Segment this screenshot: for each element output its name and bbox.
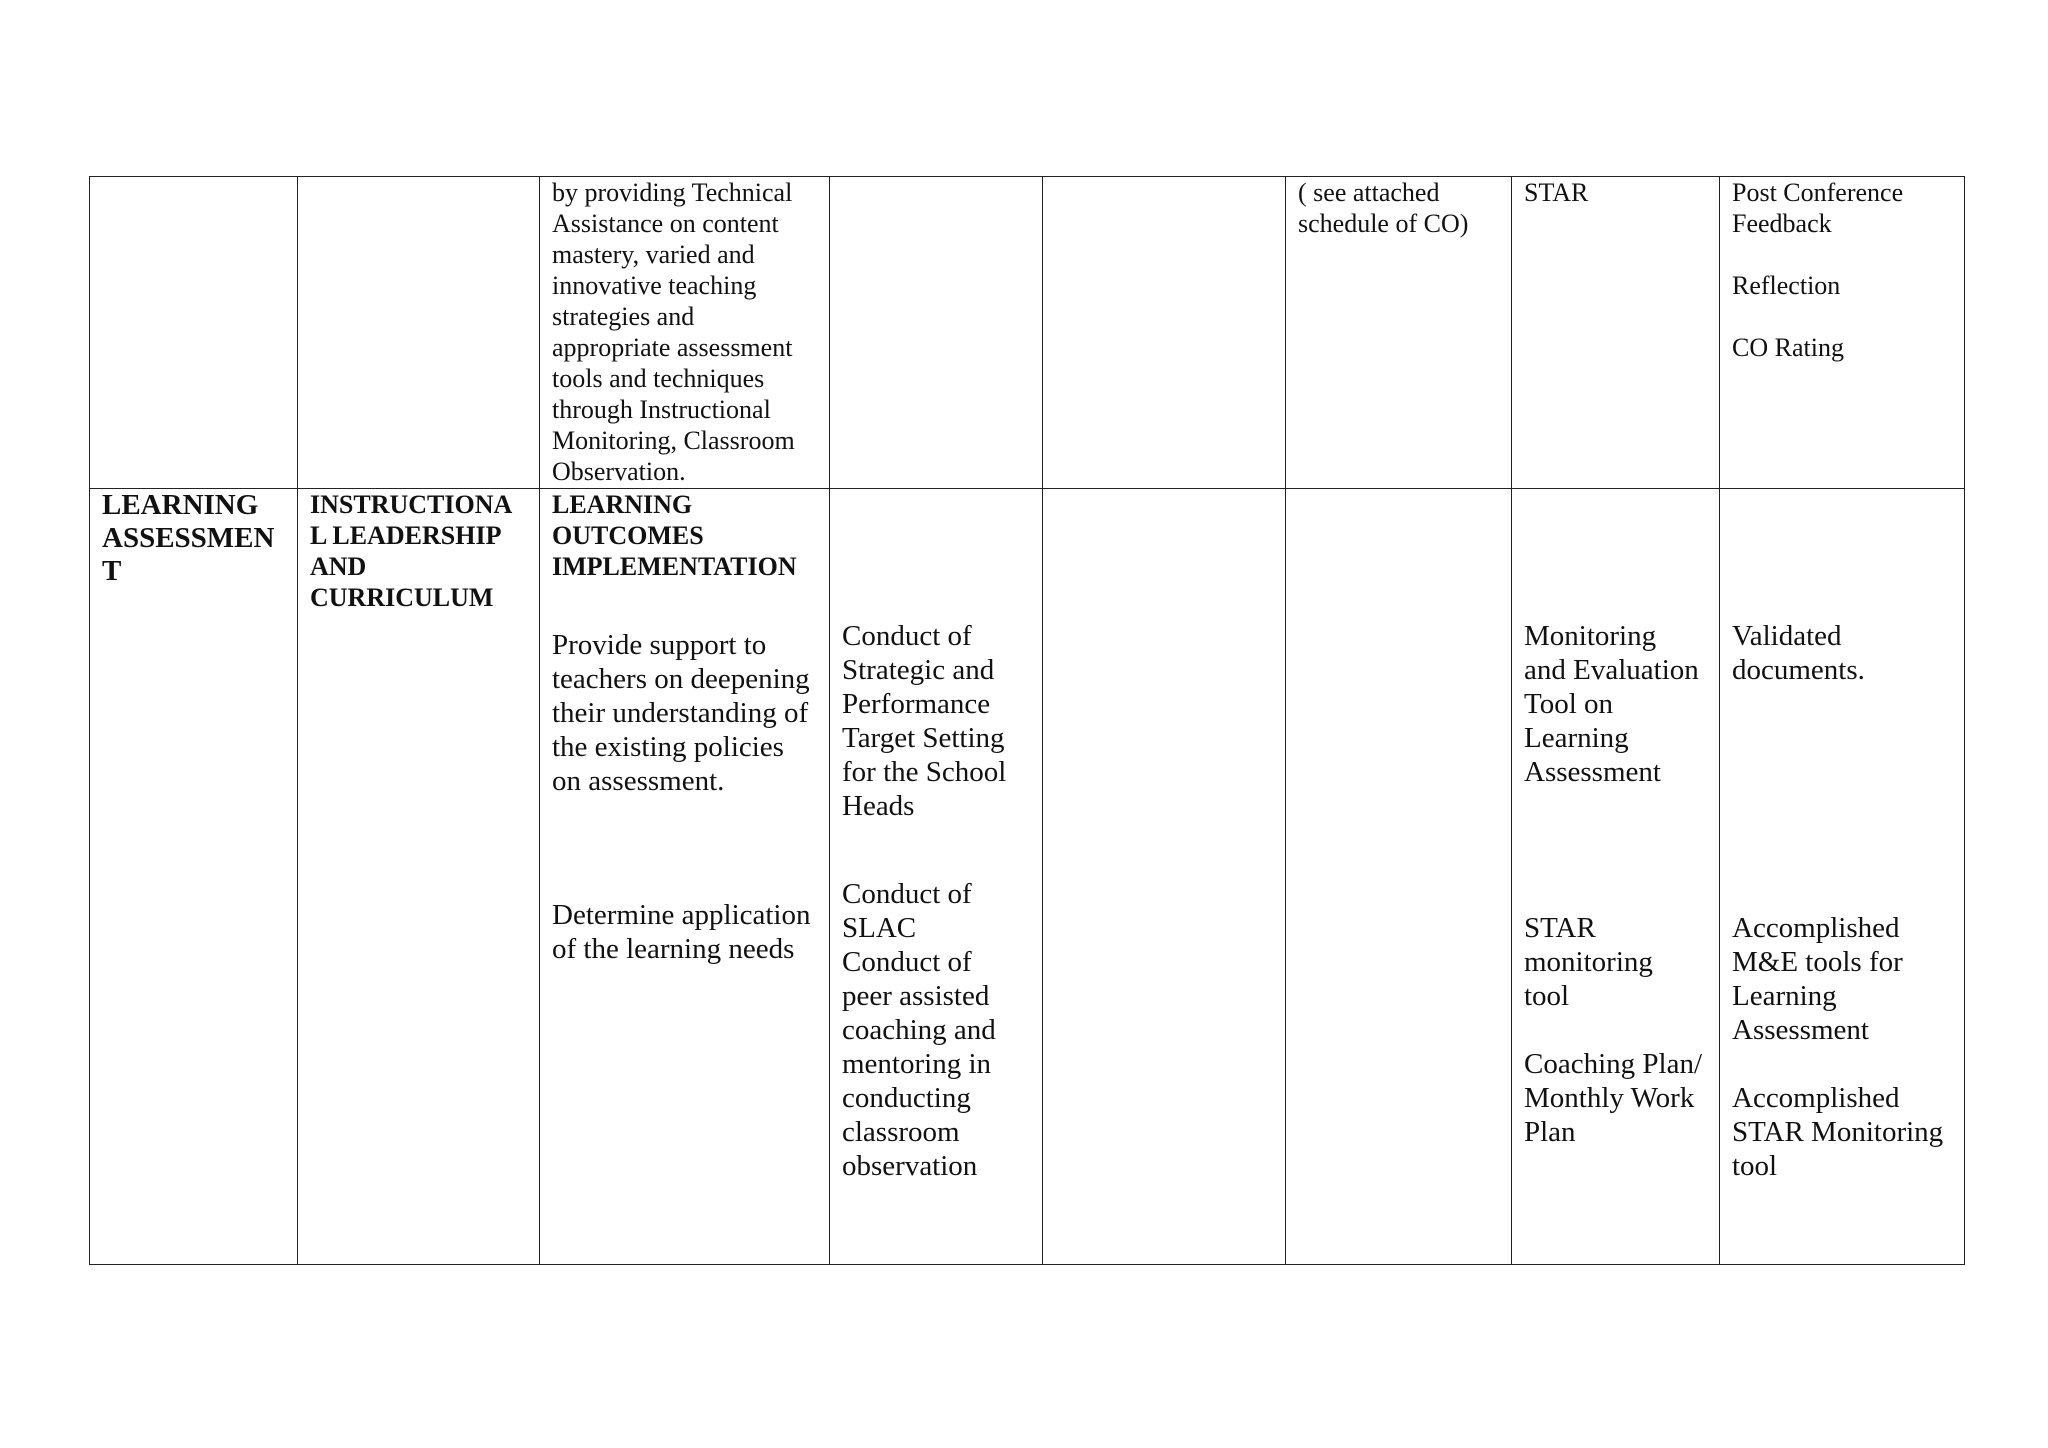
output-item: Accomplished M&E tools for Learning Assessment — [1732, 912, 1903, 1046]
tool-item: Monitoring and Evaluation Tool on Learning Assessment — [1524, 620, 1699, 788]
output-item: Reflection — [1732, 271, 1841, 300]
cell-r1-c2 — [298, 177, 540, 489]
tool-item: Coaching Plan/ Monthly Work Plan — [1524, 1048, 1703, 1148]
cell-r1-c5 — [1043, 177, 1286, 489]
output-item: Post Conference Feedback — [1732, 178, 1904, 238]
cell-r2-c4 — [830, 489, 1043, 1265]
cell-r2-c6 — [1286, 489, 1512, 1265]
cell-r1-c6 — [1286, 177, 1512, 489]
output-item: CO Rating — [1732, 333, 1844, 362]
objective-item: Provide support to teachers on deepening their understanding of the existing policies on assessment. — [552, 629, 810, 797]
plan-table — [89, 176, 1965, 1265]
activity-item: Conduct of Strategic and Performance Target Setting for the School Heads — [842, 620, 1007, 822]
cell-r2-c7 — [1512, 489, 1720, 1265]
tool-text: STAR — [1524, 178, 1589, 207]
tool-item: STAR monitoring tool — [1524, 912, 1653, 1012]
output-item: Accomplished STAR Monitoring tool — [1732, 1082, 1944, 1182]
cell-r2-c5 — [1043, 489, 1286, 1265]
cell-r1-c1 — [90, 177, 298, 489]
cell-r1-c8 — [1720, 177, 1965, 489]
cell-r1-c3 — [540, 177, 830, 489]
cell-r1-c7 — [1512, 177, 1720, 489]
table-row — [90, 177, 1965, 489]
cell-r2-c1 — [90, 489, 298, 1265]
output-item: Validated documents. — [1732, 620, 1865, 686]
activity-item: Conduct of SLAC Conduct of peer assisted coaching and mentoring in conducting classroom observation — [842, 878, 996, 1182]
schedule-note: ( see attached schedule of CO) — [1298, 178, 1469, 238]
table-row — [90, 489, 1965, 1265]
objective-item: Determine application of the learning needs — [552, 899, 811, 965]
cell-r2-c2 — [298, 489, 540, 1265]
strategy-text: by providing Technical Assistance on content mastery, varied and innovative teaching strategies and appropriate assessment tools and techniques through Instructional Monitoring, Classroom Observation. — [552, 178, 795, 486]
objective-heading: LEARNING OUTCOMES IMPLEMENTATION — [552, 490, 797, 581]
cell-r1-c4 — [830, 177, 1043, 489]
cell-r2-c8 — [1720, 489, 1965, 1265]
cell-r2-c3 — [540, 489, 830, 1265]
area-heading: LEARNING ASSESSMEN T — [102, 489, 275, 587]
domain-heading: INSTRUCTIONA L LEADERSHIP AND CURRICULUM — [310, 490, 513, 612]
